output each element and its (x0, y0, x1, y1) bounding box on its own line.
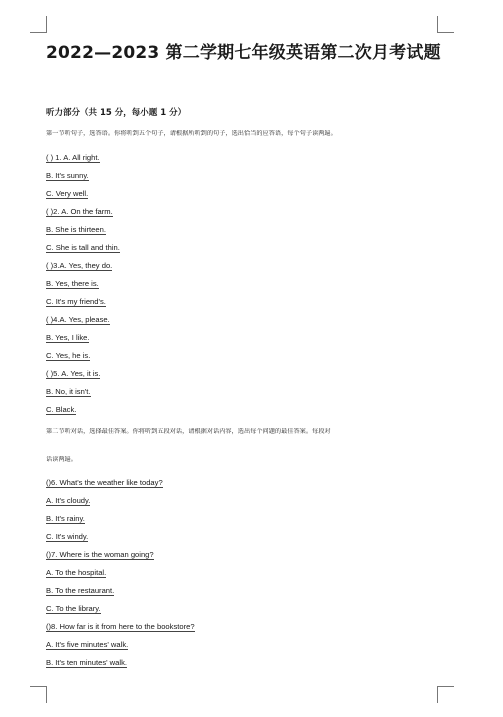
option-line: B. To the restaurant. (46, 586, 115, 595)
option-line: C. She is tall and thin. (46, 243, 120, 252)
option-line: A. It's five minutes' walk. (46, 640, 129, 649)
part1-instruction: 第一节听句子，选答语。你将听到五个句子，请根据所听到的句子，选出恰当的应答语，每个句子读两遍。 (46, 130, 337, 137)
corner-mark-bottom-right (437, 686, 454, 703)
corner-mark-top-left (30, 16, 47, 33)
corner-mark-bottom-left (30, 686, 47, 703)
option-line: A. To the hospital. (46, 568, 107, 577)
question-line: ( )2. A. On the farm. (46, 207, 113, 216)
option-line: B. Yes, I like. (46, 333, 90, 342)
question-line: ( )5. A. Yes, it is. (46, 369, 101, 378)
part2-instruction-line1: 第二节听对话，选择最佳答案。你将听到五段对话，请根据对话内容，选出每个问题的最佳答案。每段对 (46, 428, 331, 435)
question-line: ( )4.A. Yes, please. (46, 315, 110, 324)
option-line: C. It's my friend's. (46, 297, 106, 306)
option-line: B. It's ten minutes' walk. (46, 658, 127, 667)
part2-instruction-line2: 话读两遍。 (46, 456, 77, 463)
question-line: ()7. Where is the woman going? (46, 550, 154, 559)
option-line: C. To the library. (46, 604, 101, 613)
section-heading: 听力部分（共 15 分，每小题 1 分） (46, 108, 187, 118)
question-line: ( )3.A. Yes, they do. (46, 261, 113, 270)
option-line: C. Black. (46, 405, 77, 414)
option-line: B. No, it isn't. (46, 387, 91, 396)
question-line: ( ) 1. A. All right. (46, 153, 100, 162)
option-line: B. It's rainy. (46, 514, 85, 523)
question-line: ()6. What's the weather like today? (46, 478, 163, 487)
option-line: C. Very well. (46, 189, 89, 198)
corner-mark-top-right (437, 16, 454, 33)
option-line: B. It's sunny. (46, 171, 89, 180)
page-title: 2022—2023 第二学期七年级英语第二次月考试题 (46, 43, 441, 63)
option-line: C. It's windy. (46, 532, 89, 541)
option-line: A. It's cloudy. (46, 496, 91, 505)
question-line: ()8. How far is it from here to the bookstore? (46, 622, 195, 631)
option-line: C. Yes, he is. (46, 351, 91, 360)
option-line: B. She is thirteen. (46, 225, 106, 234)
option-line: B. Yes, there is. (46, 279, 99, 288)
